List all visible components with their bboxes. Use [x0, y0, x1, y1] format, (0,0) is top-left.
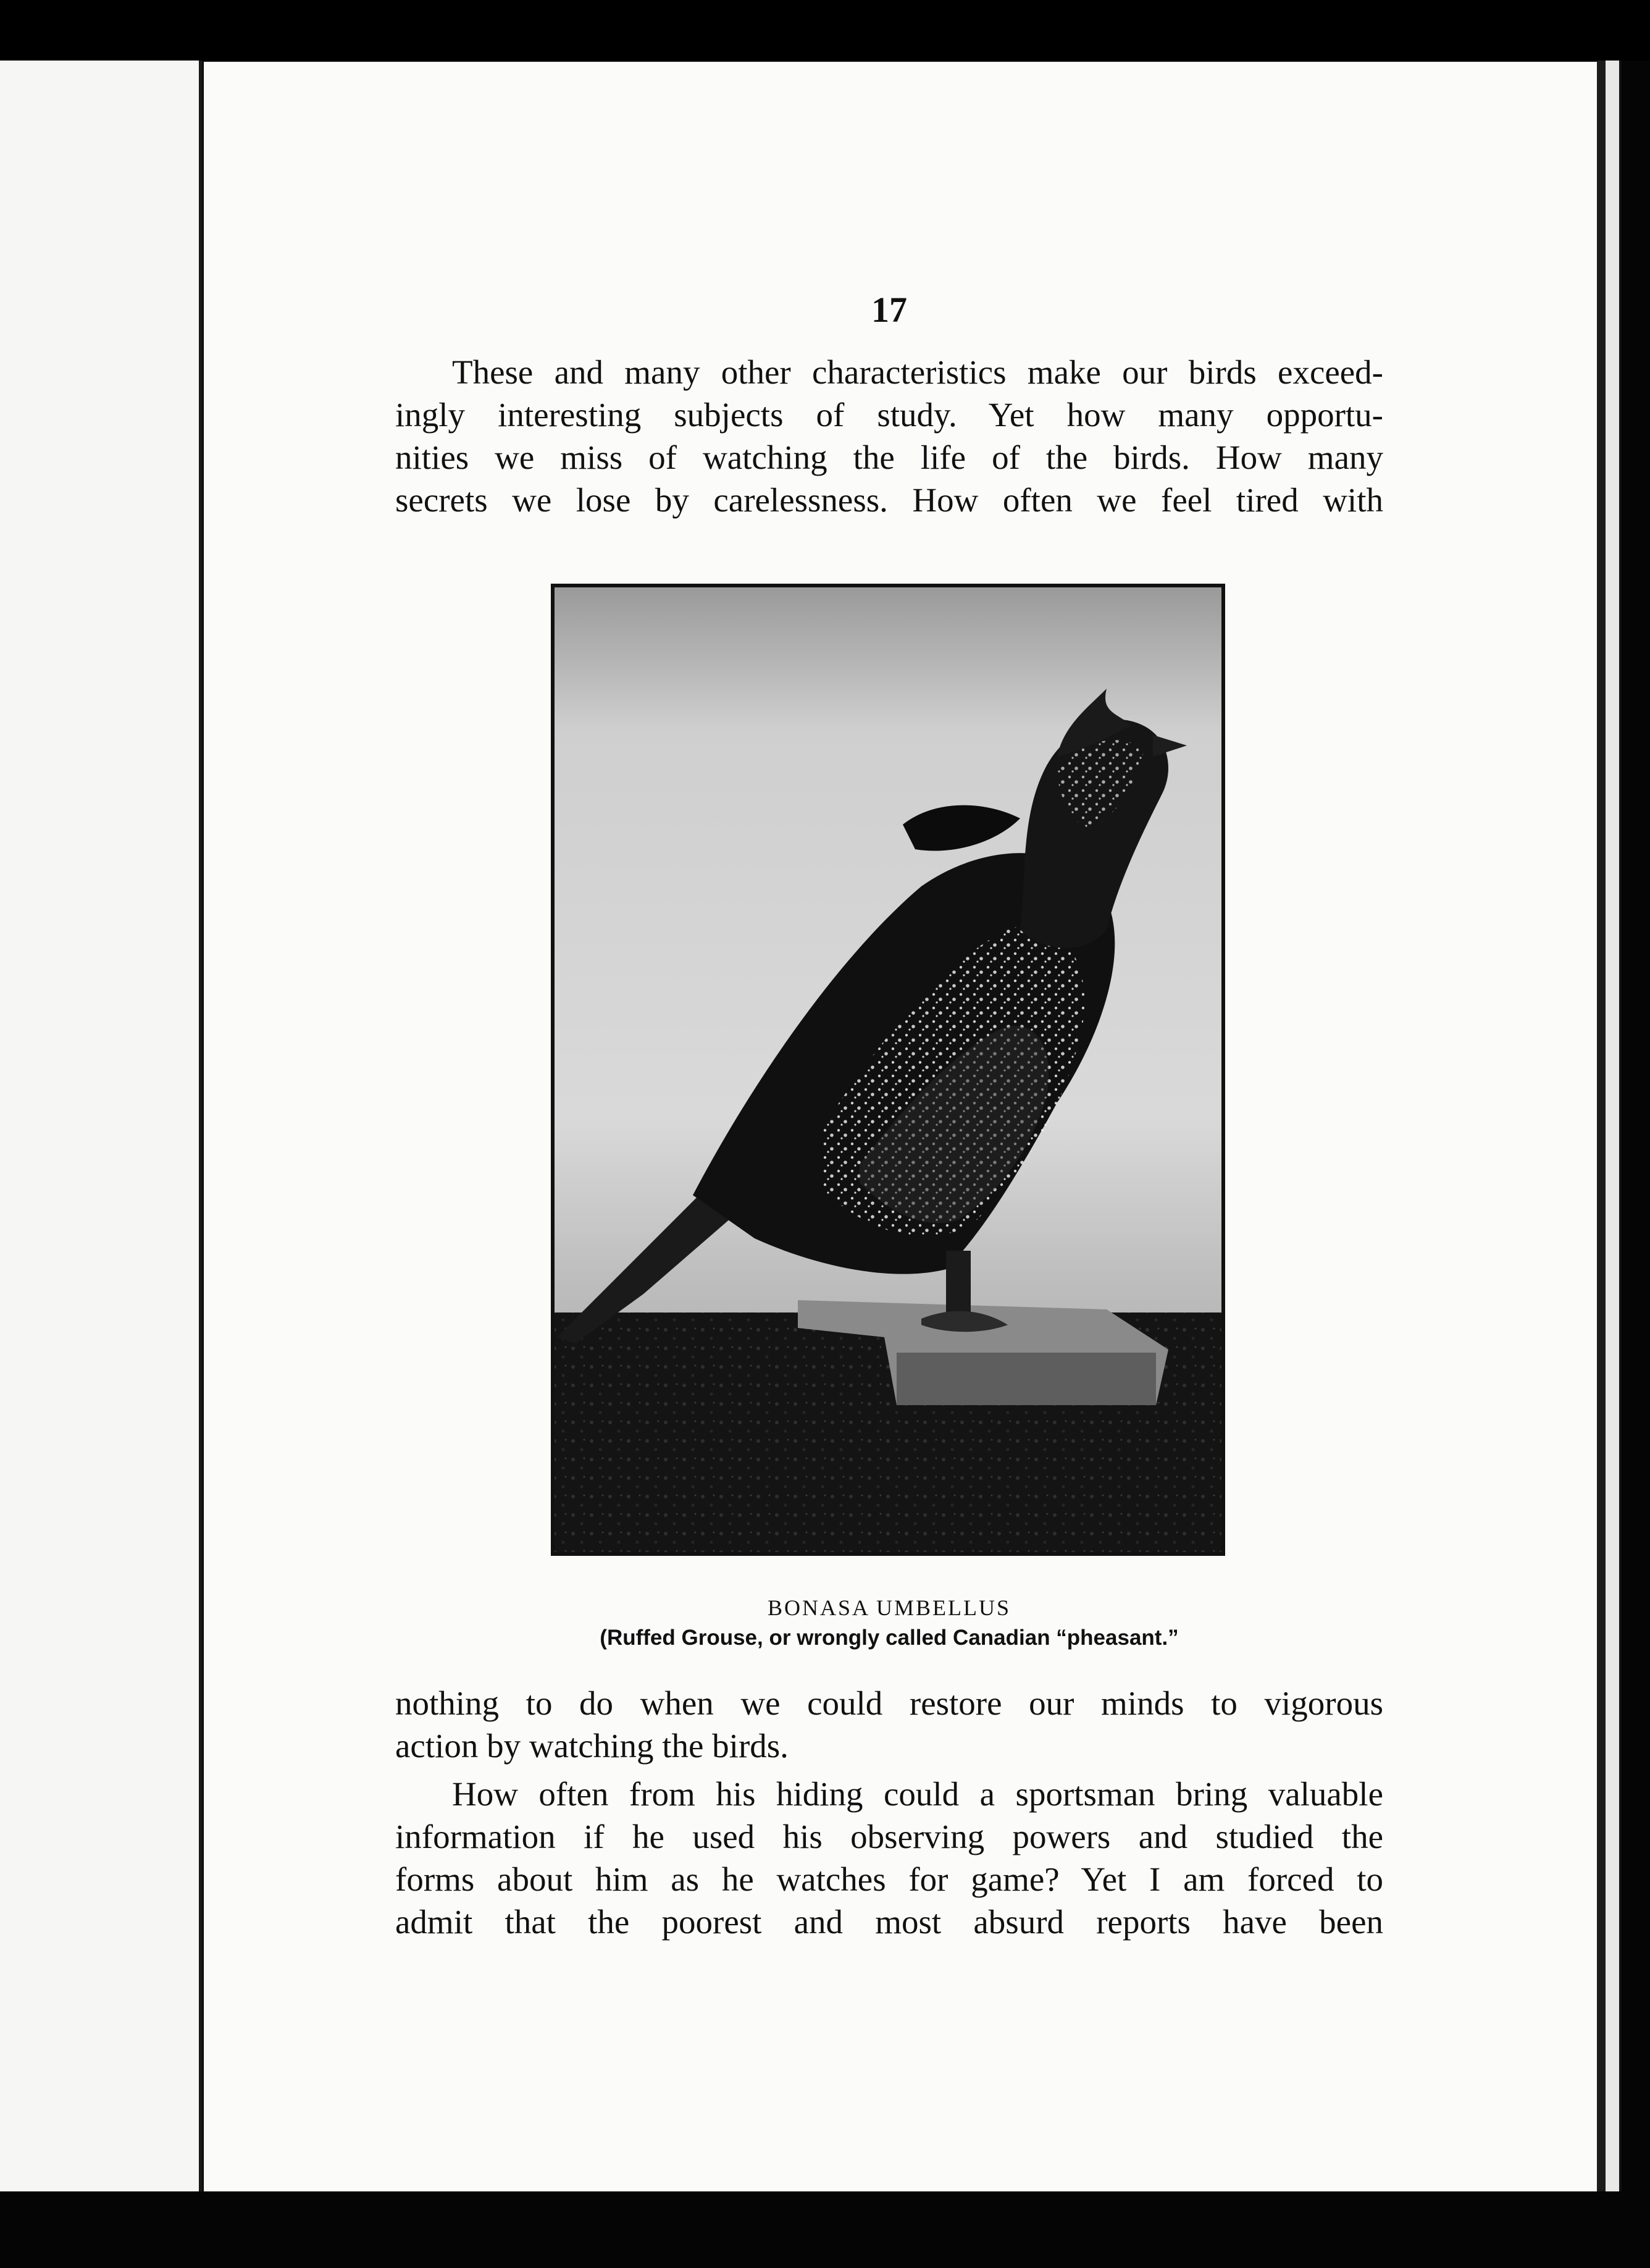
paragraph-bottom [395, 1773, 1383, 1943]
bird-photograph [551, 584, 1225, 1556]
paragraph-top [395, 351, 1383, 521]
scanner-bottom-border [0, 2191, 1650, 2268]
figure-caption-subtitle: (Ruffed Grouse, or wrongly called Canadian “pheasant.” [600, 1626, 1179, 1650]
ruffed-grouse-image [551, 584, 1225, 1556]
page-number: 17 [871, 290, 907, 330]
text-line: ingly interesting subjects of study. Yet how many opportu- [395, 396, 1383, 434]
text-line: action by watching the birds. [395, 1727, 789, 1765]
text-line: How often from his hiding could a sportsman bring valuable [452, 1775, 1383, 1813]
text-line: forms about him as he watches for game? Yet I am forced to [395, 1860, 1383, 1898]
text-line: These and many other characteristics make our birds exceed- [452, 353, 1383, 391]
text-line: secrets we lose by carelessness. How often we feel tired with [395, 481, 1383, 519]
text-line: nothing to do when we could restore our minds to vigorous [395, 1684, 1383, 1722]
scanner-top-border [0, 0, 1650, 61]
figure-caption-title: BONASA UMBELLUS [767, 1595, 1011, 1620]
paragraph-continued [395, 1682, 1383, 1767]
text-line: nities we miss of watching the life of the birds. How many [395, 439, 1383, 476]
text-line: admit that the poorest and most absurd reports have been [395, 1903, 1383, 1941]
page-gutter-shadow [1597, 61, 1606, 2193]
page-stack-edge [1606, 61, 1622, 2193]
facing-page-edge [0, 61, 203, 2191]
text-line: information if he used his observing powers and studied the [395, 1818, 1383, 1855]
